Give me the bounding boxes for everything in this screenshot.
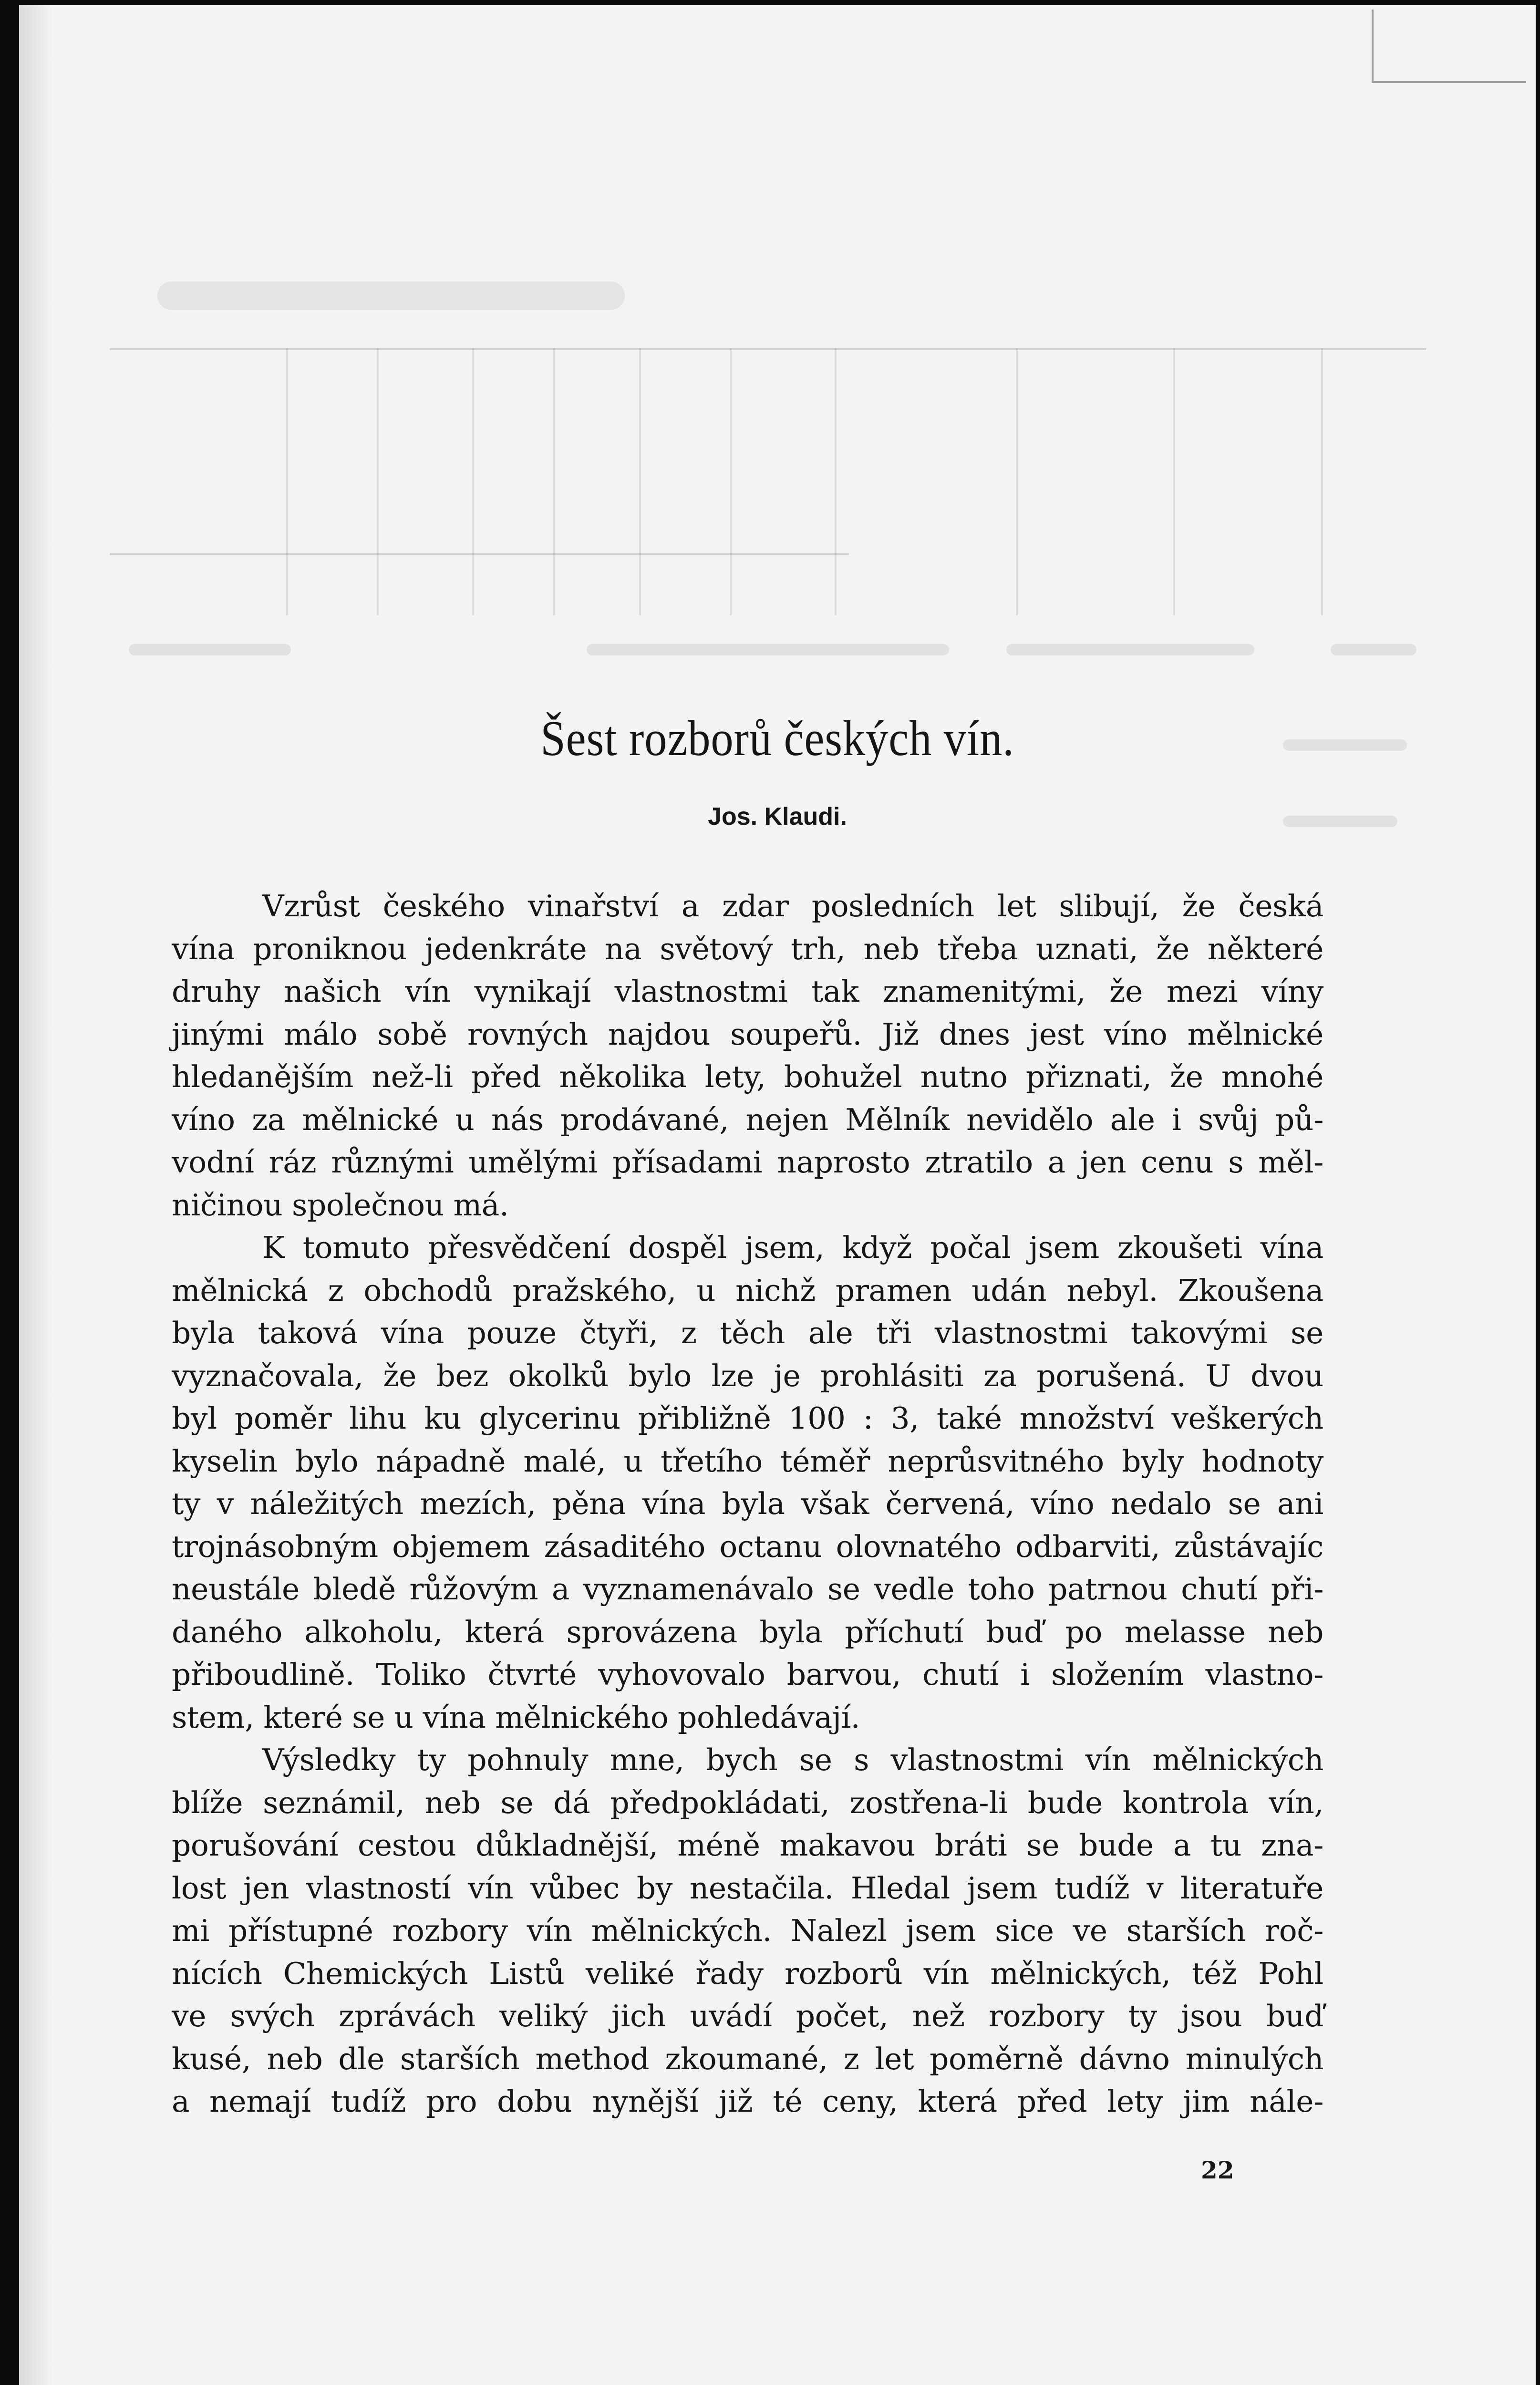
text-line: kusé, neb dle starších method zkoumané, z let poměrně dávno minulých [172,2041,1323,2076]
text-line: vodní ráz různými umělými přísadami naprosto ztratilo a jen cenu s měl- [172,1145,1323,1180]
text-line: daného alkoholu, která sprovázena byla příchutí buď po melasse neb [172,1614,1323,1649]
text-line: nících Chemických Listů veliké řady rozborů vín mělnických, též Pohl [172,1956,1323,1991]
text-line: blíže seznámil, neb se dá předpokládati, zostřena-li bude kontrola vín, [172,1785,1323,1820]
text-line: druhy našich vín vynikají vlastnostmi tak znamenitými, že mezi víny [172,974,1323,1009]
bleed-through-table [110,348,1426,968]
text-line: trojnásobným objemem zásaditého octanu olovnatého odbarviti, zůstávajíc [172,1529,1323,1564]
text-line: ničinou společnou má. [172,1187,509,1223]
text-line: neustále bledě růžovým a vyznamenávalo se vedle toho patrnou chutí při- [172,1572,1323,1607]
text-line: jinými málo sobě rovných najdou soupeřů. Již dnes jest víno mělnické [172,1016,1323,1052]
article-author: Jos. Klaudi. [708,803,847,830]
text-line: a nemají tudíž pro dobu nynější již té ceny, která před lety jim nále- [172,2084,1323,2119]
text-line: mělnická z obchodů pražského, u nichž pramen udán nebyl. Zkoušena [172,1273,1323,1308]
text-line: byl poměr lihu ku glycerinu přibližně 100 : 3, také množství veškerých [172,1401,1323,1436]
text-line: víno za mělnické u nás prodávané, nejen Mělník nevidělo ale i svůj pů- [172,1102,1323,1137]
text-line: lost jen vlastností vín vůbec by nestačila. Hledal jsem tudíž v literatuře [172,1870,1323,1906]
text-line: stem, které se u vína mělnického pohledávají. [172,1700,860,1735]
text-line: byla taková vína pouze čtyři, z těch ale tři vlastnostmi takovými se [172,1316,1323,1350]
text-line: Vzrůst českého vinařství a zdar posledních let slibují, že česká [262,889,1323,923]
text-line: ty v náležitých mezích, pěna vína byla však červená, víno nedalo se ani [172,1486,1323,1521]
bleed-through-heading [157,281,625,310]
article-body [172,885,1323,2123]
text-line: mi přístupné rozbory vín mělnických. Nalezl jsem sice ve starších roč- [172,1913,1323,1948]
text-line: porušování cestou důkladnější, méně makavou bráti se bude a tu zna- [172,1828,1323,1863]
page-number: 22 [1201,2156,1234,2184]
article-title: Šest rozborů českých vín. [540,710,1014,766]
text-line: přiboudlině. Toliko čtvrté vyhovovalo barvou, chutí i složením vlastno- [172,1657,1323,1692]
text-line: K tomuto přesvědčení dospěl jsem, když počal jsem zkoušeti vína [262,1230,1323,1265]
text-line: kyselin bylo nápadně malé, u třetího téměř neprůsvitného byly hodnoty [172,1443,1323,1479]
text-line: ve svých zprávách veliký jich uvádí počet, než rozbory ty jsou buď [172,1999,1323,2033]
scanned-page [19,5,1536,2385]
text-line: vyznačovala, že bez okolků bylo lze je prohlásiti za porušená. U dvou [172,1358,1323,1393]
text-line: vína proniknou jedenkráte na světový trh, neb třeba uznati, že některé [172,931,1323,966]
text-line: hledanějším než-li před několika lety, bohužel nutno přiznati, že mnohé [172,1059,1323,1094]
scan-corner-mark [1372,10,1526,83]
text-line: Výsledky ty pohnuly mne, bych se s vlastnostmi vín mělnických [262,1742,1323,1777]
